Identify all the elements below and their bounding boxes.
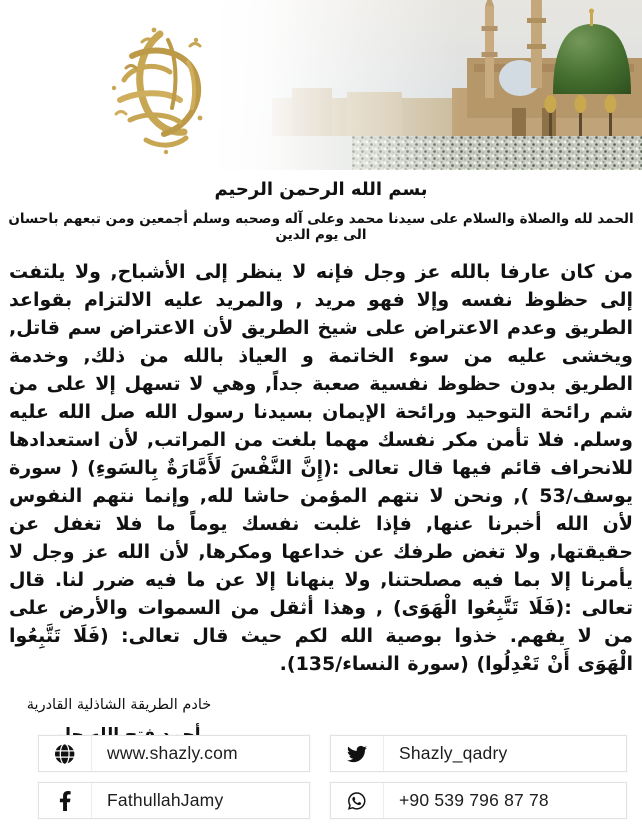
twitter-icon [331, 736, 384, 771]
whatsapp-label: +90 539 796 87 78 [399, 790, 549, 810]
twitter-contact[interactable] [330, 735, 627, 772]
signature-role: خادم الطريقة الشاذلية القادرية [26, 697, 212, 713]
title-block [0, 179, 642, 243]
header-banner [0, 0, 642, 170]
bismillah-title: بسم الله الرحمن الرحيم [214, 179, 428, 200]
arabic-calligraphy-seal-icon [72, 22, 242, 162]
website-contact[interactable] [38, 735, 310, 772]
facebook-contact[interactable] [38, 782, 310, 819]
facebook-label: FathullahJamy [107, 790, 224, 810]
sermon-paragraph: من كان عارفا بالله عز وجل فإنه لا ينظر إلى الأشباح, ولا يلتفت إلى حظوظ نفسه وإلا فهو مريد , والمريد عليه الالتزام بقواعد الطريق وعدم الاعتراض على شيخ الطريق لأن الاعتراض سم قاتل, ويخشى عليه من سوء الخاتمة و العياذ بالله من ذلك, وخدمة الطريق بدون حظوظ نفسية صعبة جداً, وهي لا تسهل إلا على من شم رائحة التوحيد ورائحة الإيمان بسيدنا رسول الله صل الله عليه وسلم. فلا تأمن مكر نفسك مهما بلغت من المراتب, لأن استعدادها للانحراف قائم فيها قال تعالى :(إِنَّ النَّفْسَ لَأَمَّارَةٌ بِالسَوءِ) ( سورة يوسف/53 ), ونحن لا نتهم المؤمن حاشا لله, وإنما نتهم النفوس لأن الله أخبرنا عنها, فإذا غلبت نفسك يوماً ما فلا تغفل عن حقيقتها, ولا تغض طرفك عن خداعها ومكرها, لأن الله عز وجل لا يأمرنا إلا بما فيه مصلحتنا, ولا ينهانا إلا عن ما فيه ضرر لنا. قال تعالى :(فَلَا تَتَّبِعُوا الْهَوَى) , وهذا أثقل من السموات والأرض على من لا يفهم. خذوا بوصية الله لكم حيث قال تعالى: (فَلَا تَتَّبِعُوا الْهَوَى أَنْ تَعْدِلُوا) (سورة النساء/135). [9, 261, 633, 675]
contact-footer [38, 735, 627, 819]
globe-icon [39, 736, 92, 771]
whatsapp-icon [331, 783, 384, 818]
photo-fade-overlay [212, 0, 642, 170]
twitter-label: Shazly_qadry [399, 743, 508, 763]
facebook-icon [39, 783, 92, 818]
praise-line: الحمد لله والصلاة والسلام على سيدنا محمد وعلى آله وصحبه وسلم أجمعين ومن تبعهم باحسان الى يوم الدين [8, 211, 634, 243]
whatsapp-contact[interactable] [330, 782, 627, 819]
website-label: www.shazly.com [107, 743, 238, 763]
